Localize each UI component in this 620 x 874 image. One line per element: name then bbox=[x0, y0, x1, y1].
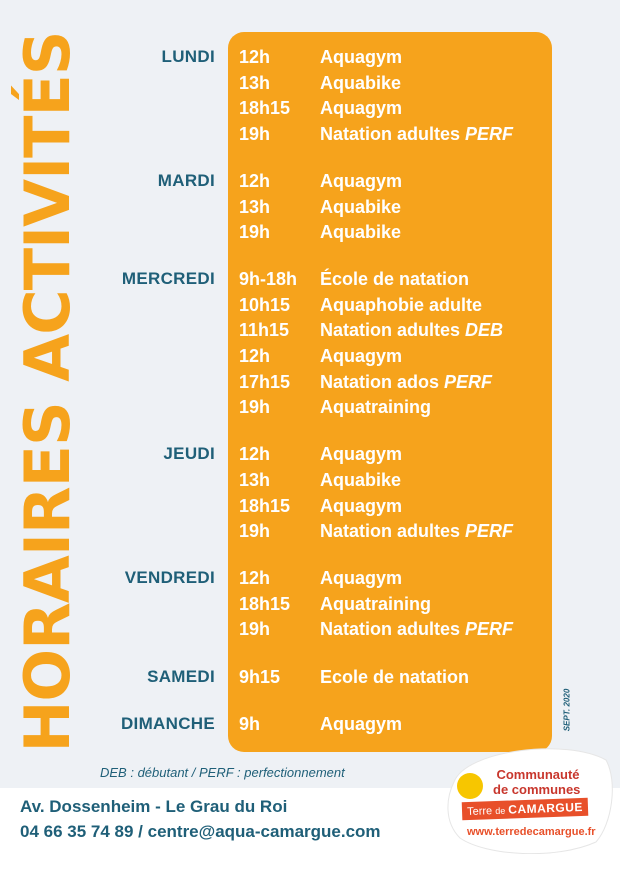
slot-activity bbox=[320, 667, 469, 687]
activity-name: Aquagym bbox=[320, 713, 403, 734]
slot-time: 19h bbox=[239, 397, 271, 418]
day-label-mardi: MARDI bbox=[157, 170, 215, 190]
slot-time: 10h15 bbox=[239, 294, 291, 315]
address-text: Av. Dossenheim - Le Grau du Roi bbox=[20, 797, 288, 816]
slot-time: 12h bbox=[239, 444, 271, 465]
slot-activity bbox=[320, 470, 401, 490]
activity-name: Natation adultes bbox=[320, 320, 461, 341]
slot-time: 13h bbox=[239, 72, 271, 93]
logo-band-mid: de bbox=[495, 805, 506, 817]
logo-line2: de communes bbox=[493, 782, 581, 797]
slot-activity bbox=[320, 568, 402, 588]
slot-activity bbox=[320, 320, 503, 340]
slot-time: 12h bbox=[239, 47, 271, 67]
activity-name: Natation ados bbox=[320, 371, 440, 392]
logo-band-name: CAMARGUE bbox=[508, 799, 584, 817]
slot-activity bbox=[320, 222, 401, 242]
activity-name: Aquagym bbox=[320, 495, 403, 516]
slot-activity bbox=[320, 73, 401, 93]
activity-name: Aquagym bbox=[320, 170, 403, 191]
slot-time: 18h15 bbox=[239, 98, 291, 119]
slot-time: 19h bbox=[239, 521, 271, 542]
slot-time: 13h bbox=[239, 469, 271, 490]
slot-time: 9h-18h bbox=[239, 269, 298, 290]
activity-name: Aquatraining bbox=[320, 593, 431, 614]
activity-name: Aquaphobie adulte bbox=[320, 294, 482, 315]
day-label-vendredi: VENDREDI bbox=[124, 568, 215, 588]
slot-activity bbox=[320, 372, 492, 392]
level-tag: PERF bbox=[465, 619, 514, 640]
activity-name: Aquabike bbox=[320, 469, 402, 490]
activity-name: Aquagym bbox=[320, 346, 403, 366]
slot-activity bbox=[320, 98, 402, 118]
activity-name: Natation adultes bbox=[320, 123, 461, 144]
activity-name: Aquagym bbox=[320, 98, 403, 119]
activity-name: Aquabike bbox=[320, 196, 402, 217]
slot-time: 12h bbox=[239, 170, 271, 191]
activity-name: Aquagym bbox=[320, 47, 403, 67]
slot-activity bbox=[320, 444, 402, 464]
level-legend: DEB : débutant / PERF : perfectionnement bbox=[100, 765, 345, 780]
slot-time: 18h15 bbox=[239, 495, 291, 516]
activity-name: Aquabike bbox=[320, 222, 402, 243]
logo-url: www.terredecamargue.fr bbox=[467, 826, 596, 838]
slot-activity bbox=[320, 47, 402, 67]
logo-band-pre: Terre bbox=[466, 805, 493, 819]
slot-activity bbox=[320, 496, 402, 516]
slot-time: 12h bbox=[239, 346, 271, 366]
slot-time: 19h bbox=[239, 222, 271, 243]
day-label-jeudi: JEUDI bbox=[163, 444, 215, 464]
slot-activity bbox=[320, 346, 402, 366]
slot-time: 9h bbox=[239, 713, 261, 734]
slot-activity bbox=[320, 397, 431, 417]
day-label-dimanche: DIMANCHE bbox=[120, 713, 215, 733]
level-tag: DEB bbox=[465, 320, 504, 341]
slot-activity bbox=[320, 171, 402, 191]
slot-time: 9h15 bbox=[239, 666, 281, 687]
slot-activity bbox=[320, 714, 402, 734]
slot-activity bbox=[320, 269, 469, 289]
slot-activity bbox=[320, 619, 513, 639]
activity-name: Aquabike bbox=[320, 72, 402, 93]
logo-line1: Communauté bbox=[496, 767, 580, 782]
slot-activity bbox=[320, 197, 401, 217]
slot-time: 11h15 bbox=[239, 320, 290, 341]
day-label-lundi: LUNDI bbox=[161, 47, 215, 66]
slot-time: 19h bbox=[239, 123, 271, 144]
slot-activity bbox=[320, 521, 513, 541]
activity-name: Aquatraining bbox=[320, 397, 431, 418]
slot-activity bbox=[320, 594, 431, 614]
contact-text: 04 66 35 74 89 / centre@aqua-camargue.com bbox=[20, 822, 381, 841]
level-tag: PERF bbox=[465, 123, 514, 144]
activity-name: École de natation bbox=[320, 269, 470, 290]
sun-icon bbox=[457, 773, 483, 799]
slot-time: 17h15 bbox=[239, 371, 291, 392]
slot-activity bbox=[320, 124, 513, 144]
activity-name: Natation adultes bbox=[320, 521, 461, 542]
activity-name: Natation adultes bbox=[320, 619, 461, 640]
poster-title: HORAIRES ACTIVITÉS bbox=[11, 31, 84, 753]
day-label-samedi: SAMEDI bbox=[147, 666, 215, 686]
activity-name: Aquagym bbox=[320, 568, 403, 589]
slot-time: 12h bbox=[239, 568, 271, 589]
slot-time: 18h15 bbox=[239, 593, 291, 614]
date-note: SEPT. 2020 bbox=[562, 688, 572, 732]
activity-name: Ecole de natation bbox=[320, 666, 470, 687]
activity-name: Aquagym bbox=[320, 444, 403, 465]
day-label-mercredi: MERCREDI bbox=[121, 269, 215, 289]
level-tag: PERF bbox=[465, 521, 514, 542]
slot-activity bbox=[320, 295, 482, 315]
slot-time: 19h bbox=[239, 619, 271, 640]
level-tag: PERF bbox=[444, 371, 493, 392]
slot-time: 13h bbox=[239, 196, 271, 217]
